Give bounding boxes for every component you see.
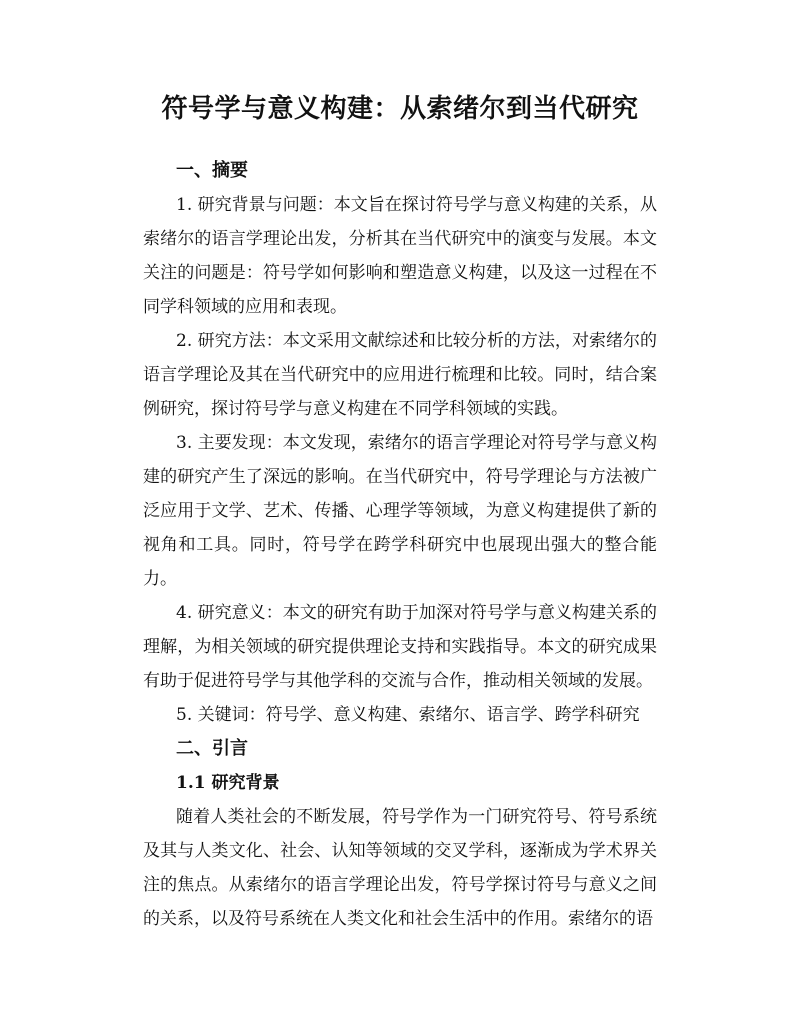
section-introduction [143,732,657,936]
section-heading: 二、引言 [176,738,248,759]
paragraph: 5. 关键词：符号学、意义构建、索绪尔、语言学、跨学科研究 [176,705,640,725]
paragraph: 4. 研究意义：本文的研究有助于加深对符号学与意义构建关系的理解，为相关领域的研究提供理论支持和实践指导。本文的研究成果有助于促进符号学与其他学科的交流与合作，推动相关领域的发展。 [143,603,657,691]
section-heading: 一、摘要 [176,160,248,181]
paragraph: 随着人类社会的不断发展，符号学作为一门研究符号、符号系统及其与人类文化、社会、认知等领域的交叉学科，逐渐成为学术界关注的焦点。从索绪尔的语言学理论出发，符号学探讨符号与意义之间的关系，以及符号系统在人类文化和社会生活中的作用。索绪尔的语 [143,807,657,929]
subsection-heading: 1.1 研究背景 [176,773,280,793]
paragraph: 1. 研究背景与问题：本文旨在探讨符号学与意义构建的关系，从索绪尔的语言学理论出发，分析其在当代研究中的演变与发展。本文关注的问题是：符号学如何影响和塑造意义构建，以及这一过程在不同学科领域的应用和表现。 [143,195,657,317]
paragraph: 2. 研究方法：本文采用文献综述和比较分析的方法，对索绪尔的语言学理论及其在当代研究中的应用进行梳理和比较。同时，结合案例研究，探讨符号学与意义构建在不同学科领域的实践。 [143,331,657,419]
document-title: 符号学与意义构建：从索绪尔到当代研究 [161,94,639,124]
section-abstract [143,154,657,732]
paragraph: 3. 主要发现：本文发现，索绪尔的语言学理论对符号学与意义构建的研究产生了深远的影响。在当代研究中，符号学理论与方法被广泛应用于文学、艺术、传播、心理学等领域，为意义构建提供了新的视角和工具。同时，符号学在跨学科研究中也展现出强大的整合能力。 [143,433,657,589]
